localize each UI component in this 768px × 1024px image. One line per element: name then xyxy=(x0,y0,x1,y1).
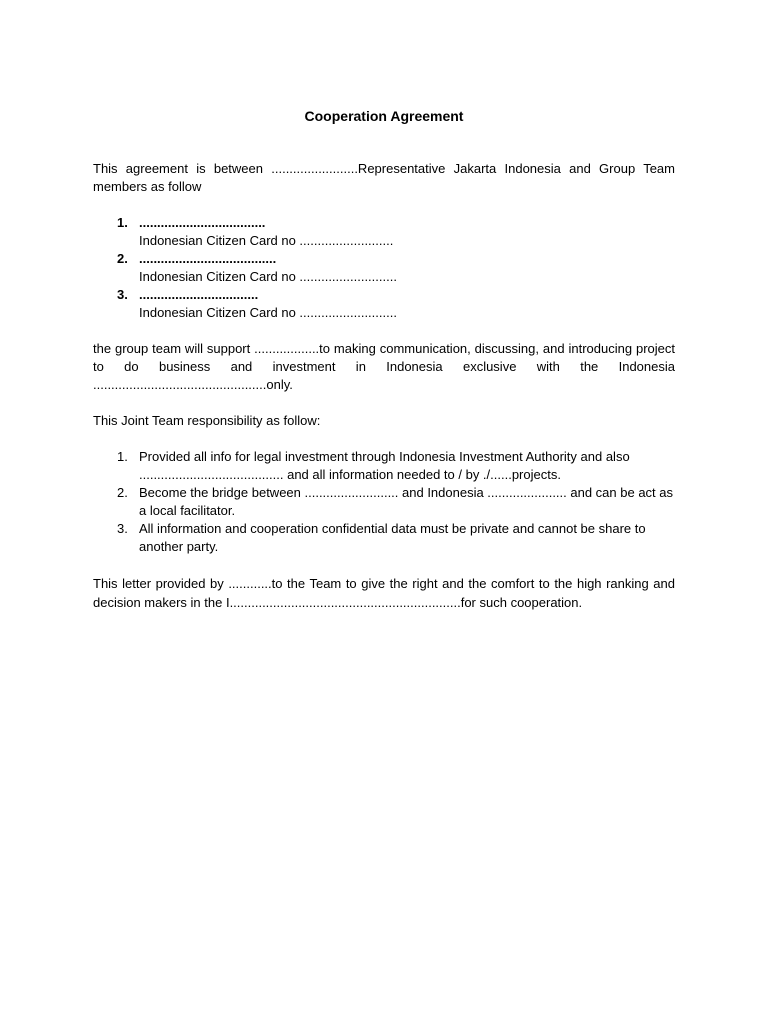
member-name: ................................... xyxy=(139,215,266,230)
list-item xyxy=(93,448,675,484)
member-number: 3. xyxy=(117,287,128,302)
list-item xyxy=(93,484,675,520)
list-item xyxy=(93,520,675,556)
responsibility-text: Become the bridge between .......................... and Indonesia ...................... and can be act as a local facilitator. xyxy=(139,485,674,518)
member-name: ................................. xyxy=(139,287,259,302)
member-card: Indonesian Citizen Card no ........................... xyxy=(139,269,397,284)
responsibility-text: All information and cooperation confidential data must be private and cannot be share to another party. xyxy=(139,521,646,554)
responsibility-text: Provided all info for legal investment through Indonesia Investment Authority and also ........................................ and all information needed to / by ./......projects. xyxy=(139,449,630,482)
member-name: ...................................... xyxy=(139,251,277,266)
list-item xyxy=(93,250,675,286)
member-number: 1. xyxy=(117,215,128,230)
member-number: 2. xyxy=(117,251,128,266)
member-card: Indonesian Citizen Card no .......................... xyxy=(139,233,394,248)
member-card: Indonesian Citizen Card no ........................... xyxy=(139,305,397,320)
support-paragraph: the group team will support ..................to making communication, discussing, and introducing project to do business and investment in Indonesia exclusive with the Indonesia ................................................only. xyxy=(93,341,675,392)
list-item xyxy=(93,214,675,250)
responsibility-number: 3. xyxy=(117,521,128,536)
document-title: Cooperation Agreement xyxy=(304,108,464,124)
intro-paragraph: This agreement is between ........................Representative Jakarta Indonesia and Group Team members as follow xyxy=(93,161,675,194)
responsibility-number: 2. xyxy=(117,485,128,500)
responsibility-intro: This Joint Team responsibility as follow: xyxy=(93,413,321,428)
responsibility-list xyxy=(93,448,675,556)
list-item xyxy=(93,286,675,322)
responsibility-number: 1. xyxy=(117,449,128,464)
document-body xyxy=(93,106,675,612)
closing-paragraph: This letter provided by ............to the Team to give the right and the comfort to the high ranking and decision makers in the I................................................................for such cooperation. xyxy=(93,576,675,610)
member-list xyxy=(93,214,675,322)
